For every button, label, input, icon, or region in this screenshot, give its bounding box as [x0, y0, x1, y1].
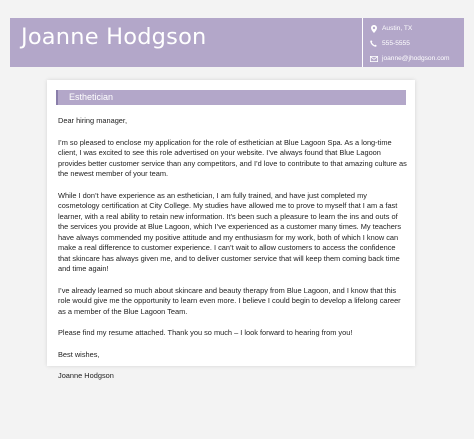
cover-letter [47, 80, 415, 380]
contact-phone-text: 555-5555 [382, 40, 410, 47]
applicant-name: Joanne Hodgson [21, 24, 207, 50]
letter-paragraph: I’m so pleased to enclose my application for the role of esthetician at Blue Lagoon Spa. As a long-time client, I was excited to see this role advertised on your website. I’ve always found that Blue Lagoon provides better customer service than any competitors, and I’d love to contribute to that amazing culture as the newest member of your team. [58, 137, 407, 178]
contact-location [369, 21, 450, 36]
signature: Joanne Hodgson [58, 371, 114, 380]
contact-email-text[interactable]: joanne@jhodgson.com [382, 55, 450, 62]
closing: Best wishes, [58, 349, 100, 359]
location-pin-icon [369, 24, 378, 33]
email-icon [369, 54, 378, 63]
letter-paragraph: While I don’t have experience as an esthetician, I am fully trained, and have just completed my cosmetology certification at City College. My studies have allowed me to prove to myself that I am a fast learner, with a real ability to retain new information. It’s been such a pleasure to learn the ins and outs of the services you provide at Blue Lagoon, which I’ve experienced as a customer many times. My teachers have always commended my positive attitude and my enthusiasm for my work, both of which I know can make a real difference to customer experience. I can’t wait to allow customers to access the confidence that skincare has always given me, and to deliver customer service that will keep them coming back time and time again! [58, 190, 402, 273]
contact-phone [369, 36, 450, 51]
phone-icon [369, 39, 378, 48]
letter-body [58, 116, 408, 382]
salutation: Dear hiring manager, [58, 116, 128, 125]
contact-info [362, 18, 450, 67]
contact-email[interactable] [369, 51, 450, 66]
role-title: Esthetician [69, 92, 114, 102]
role-banner [56, 90, 406, 105]
letter-paragraph: Please find my resume attached. Thank you so much – I look forward to hearing from you! [58, 328, 353, 337]
contact-location-text: Austin, TX [382, 25, 413, 32]
letter-paragraph: I’ve already learned so much about skincare and beauty therapy from Blue Lagoon, and I know that this role would give me the opportunity to learn even more. I believe I could begin to develop a lifelong career as a member of the Blue Lagoon Team. [58, 285, 401, 316]
resume-header [10, 18, 464, 67]
